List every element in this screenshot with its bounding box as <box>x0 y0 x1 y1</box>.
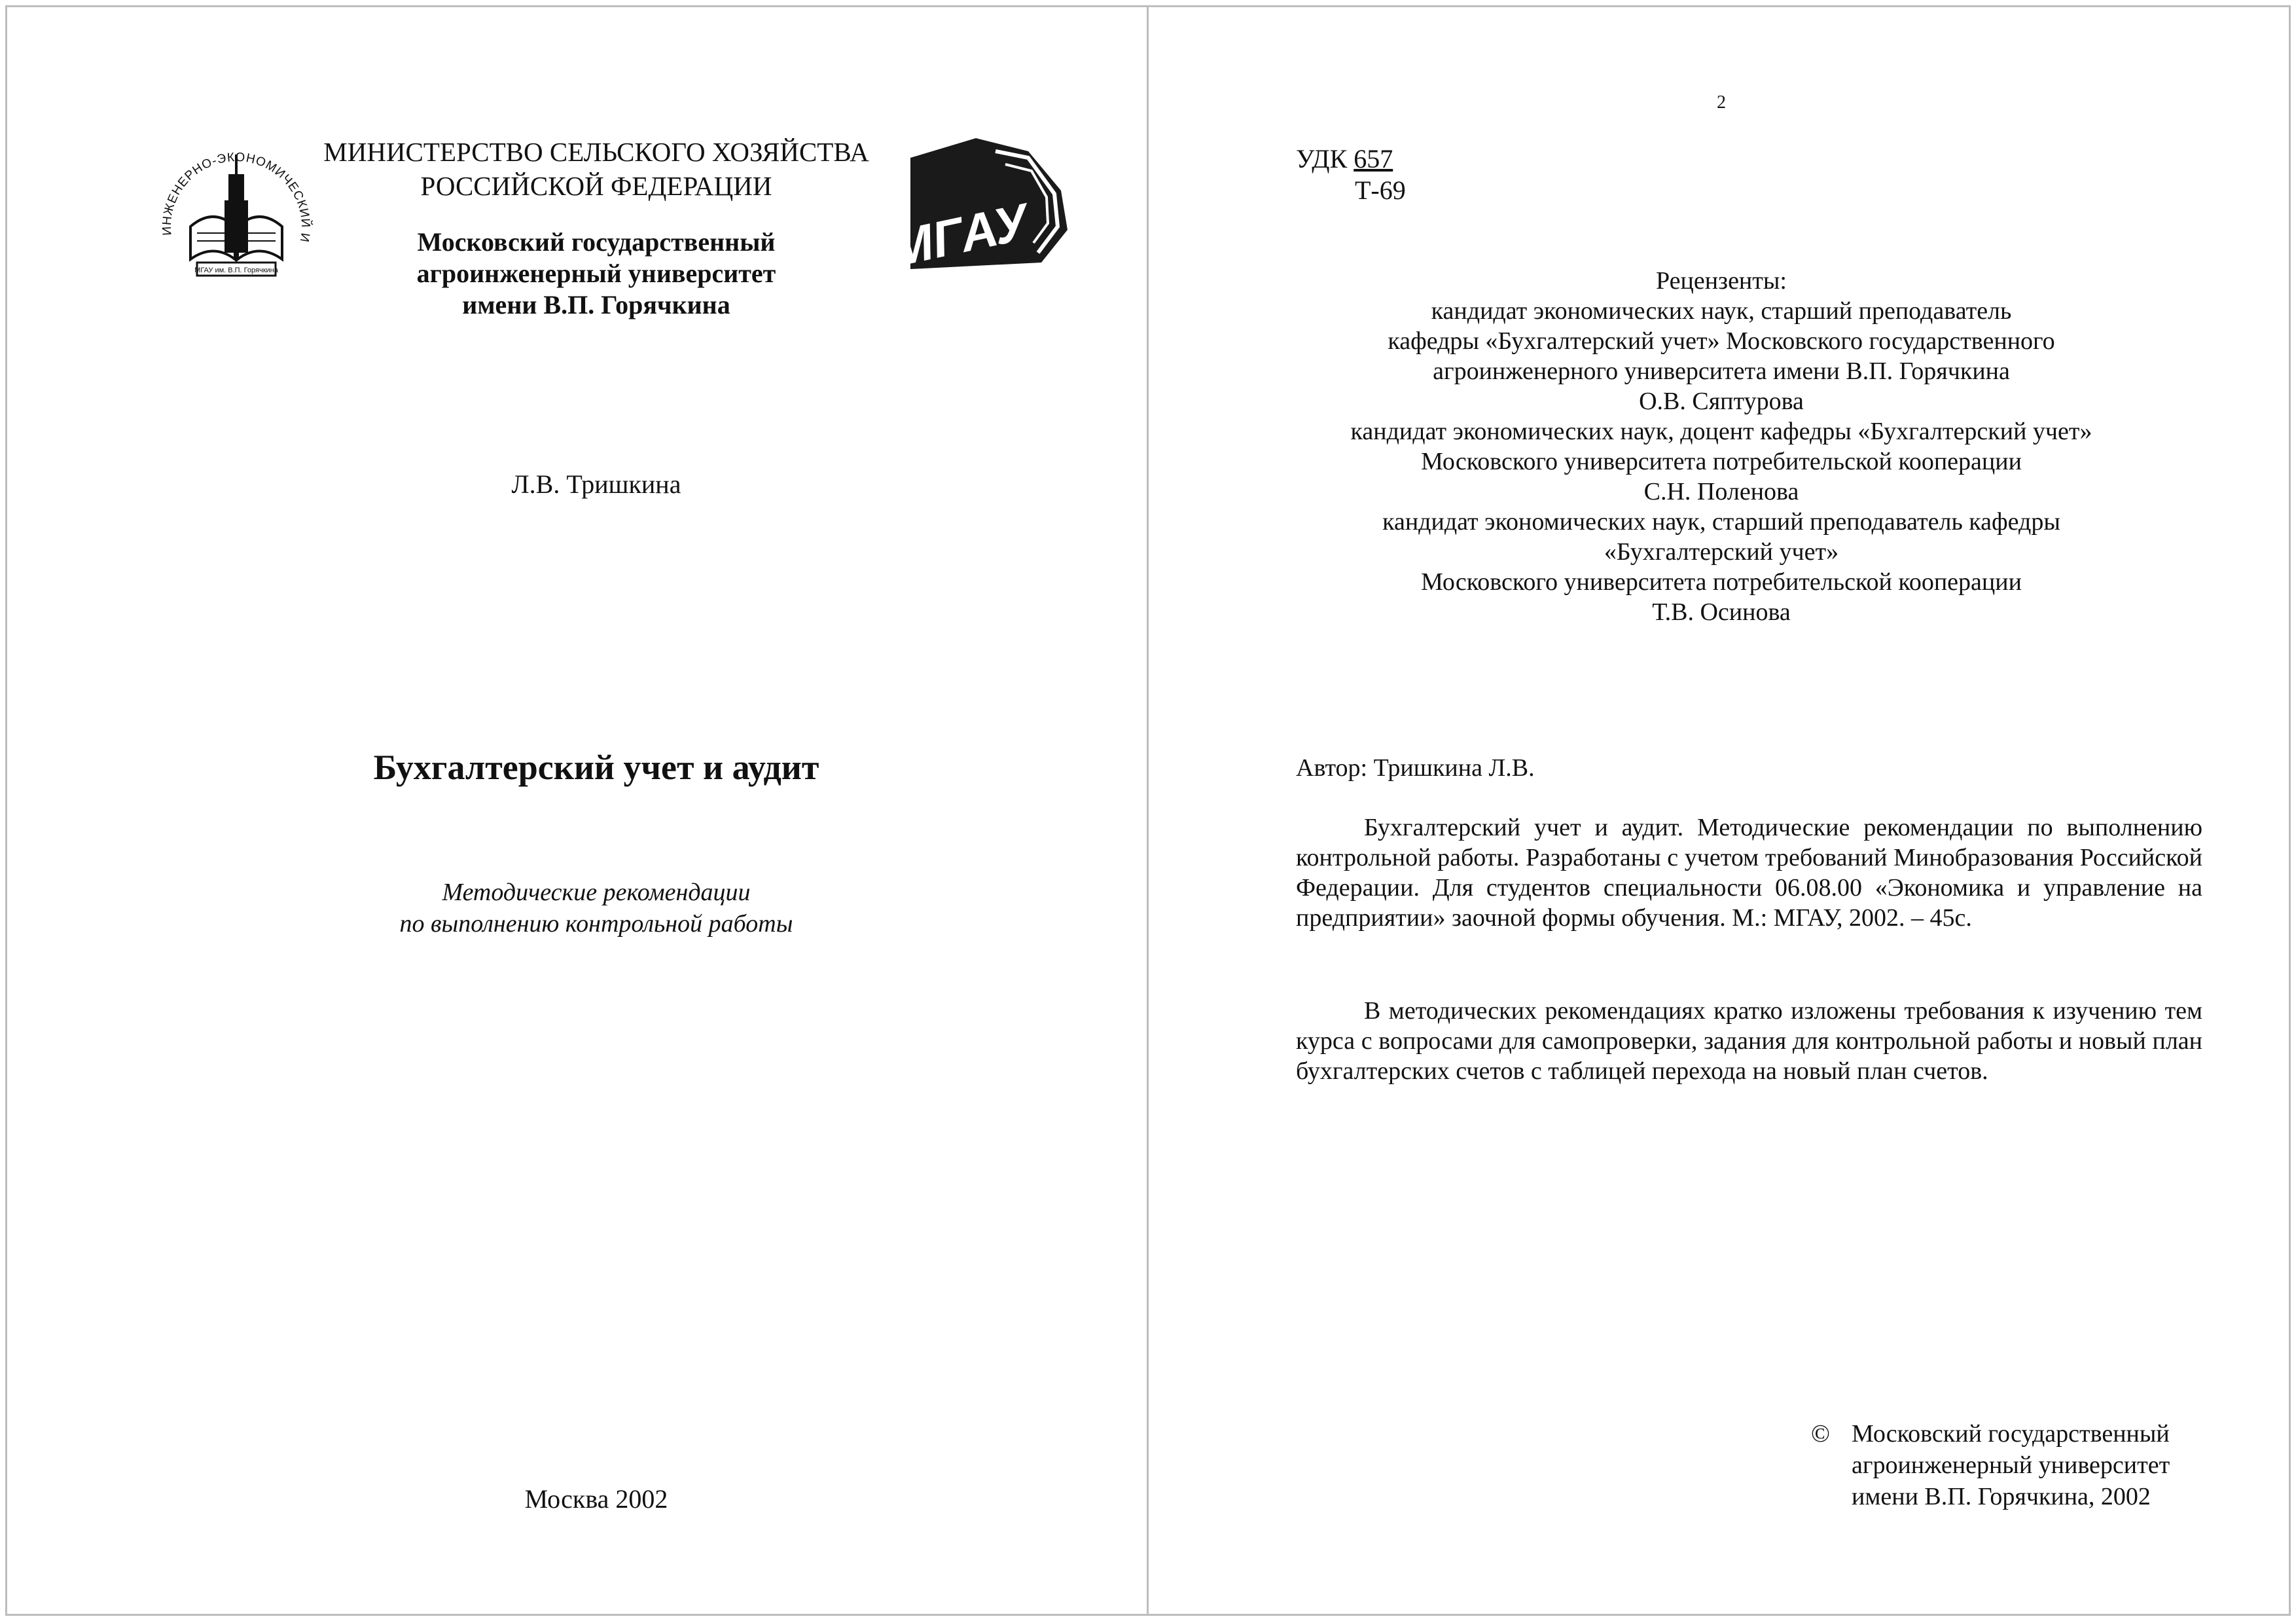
reviewers-line: кафедры «Бухгалтерский учет» Московского государственного <box>1388 327 2055 355</box>
svg-text:МГАУ: МГАУ <box>897 192 1033 278</box>
svg-text:МГАУ им. В.П. Горячкина: МГАУ им. В.П. Горячкина <box>194 266 278 274</box>
reviewers-line: Т.В. Осинова <box>1652 598 1791 626</box>
copyright-line: агроинженерный университет <box>1852 1451 2170 1479</box>
author-name: Л.В. Тришкина <box>511 469 681 499</box>
udk-label: УДК <box>1296 144 1348 173</box>
ministry-line: МИНИСТЕРСТВО СЕЛЬСКОГО ХОЗЯЙСТВА <box>323 137 869 167</box>
reviewers-line: Рецензенты: <box>1656 267 1787 295</box>
reviewers-line: Московского университета потребительской кооперации <box>1421 448 2022 475</box>
page-number: 2 <box>1717 92 1726 113</box>
reviewers-line: кандидат экономических наук, доцент кафедры «Бухгалтерский учет» <box>1350 418 2092 445</box>
udk-line <box>1296 143 1406 175</box>
reviewers-line: кандидат экономических наук, старший преподаватель <box>1431 297 2012 325</box>
university-line: агроинженерный университет <box>416 259 776 288</box>
reviewers-line: кандидат экономических наук, старший преподаватель кафедры <box>1382 508 2060 536</box>
city-year: Москва 2002 <box>524 1484 668 1514</box>
subtitle-line: по выполнению контрольной работы <box>399 910 793 938</box>
reviewers-block <box>1253 266 2189 627</box>
udk-value: 657 <box>1354 144 1393 173</box>
ministry-heading <box>295 135 897 203</box>
university-line: Московский государственный <box>417 227 776 257</box>
ministry-line: РОССИЙСКОЙ ФЕДЕРАЦИИ <box>420 171 772 201</box>
copyright-text <box>1852 1418 2218 1512</box>
bbk-code: Т-69 <box>1355 175 1406 205</box>
copyright-line: Московский государственный <box>1852 1420 2170 1448</box>
author-line: Автор: Тришкина Л.В. <box>1296 754 1535 782</box>
book-title: Бухгалтерский учет и аудит <box>373 748 819 787</box>
mgau-logo-icon <box>897 132 1074 282</box>
book-subtitle <box>269 877 924 939</box>
annotation-paragraph: В методических рекомендациях кратко изложены требования к изучению тем курса с вопросами для самопроверки, задания для контрольной работы и новый план бухгалтерских счетов с таблицей перехода на новый план счетов. <box>1296 997 2202 1085</box>
subtitle-line: Методические рекомендации <box>442 879 751 906</box>
university-line: имени В.П. Горячкина <box>462 290 730 319</box>
reviewers-line: С.Н. Поленова <box>1643 478 1799 505</box>
university-heading <box>321 227 871 321</box>
title-page <box>5 5 1149 1616</box>
copyright-icon: © <box>1811 1420 1830 1448</box>
mgau-logo <box>897 132 1074 282</box>
reviewers-line: агроинженерного университета имени В.П. Горячкина <box>1433 357 2010 385</box>
svg-text:ИНЖЕНЕРНО-ЭКОНОМИЧЕСКИЙ ИНСТИТ: ИНЖЕНЕРНО-ЭКОНОМИЧЕСКИЙ И <box>160 150 313 244</box>
imprint-page <box>1147 5 2291 1616</box>
reviewers-line: О.В. Сяптурова <box>1639 388 1804 415</box>
annotation-paragraph: Бухгалтерский учет и аудит. Методические рекомендации по выполнению контрольной работы. Разработаны с учетом требований Минобразования Российской Федерации. Для студентов специальности 06.08.00 «Экономика и управление на предприятии» заочной формы обучения. М.: МГАУ, 2002. – 45с. <box>1296 814 2202 932</box>
udk-block <box>1296 143 1406 206</box>
reviewers-line: Московского университета потребительской кооперации <box>1421 568 2022 596</box>
reviewers-line: «Бухгалтерский учет» <box>1604 538 1839 566</box>
copyright-line: имени В.П. Горячкина, 2002 <box>1852 1483 2151 1510</box>
